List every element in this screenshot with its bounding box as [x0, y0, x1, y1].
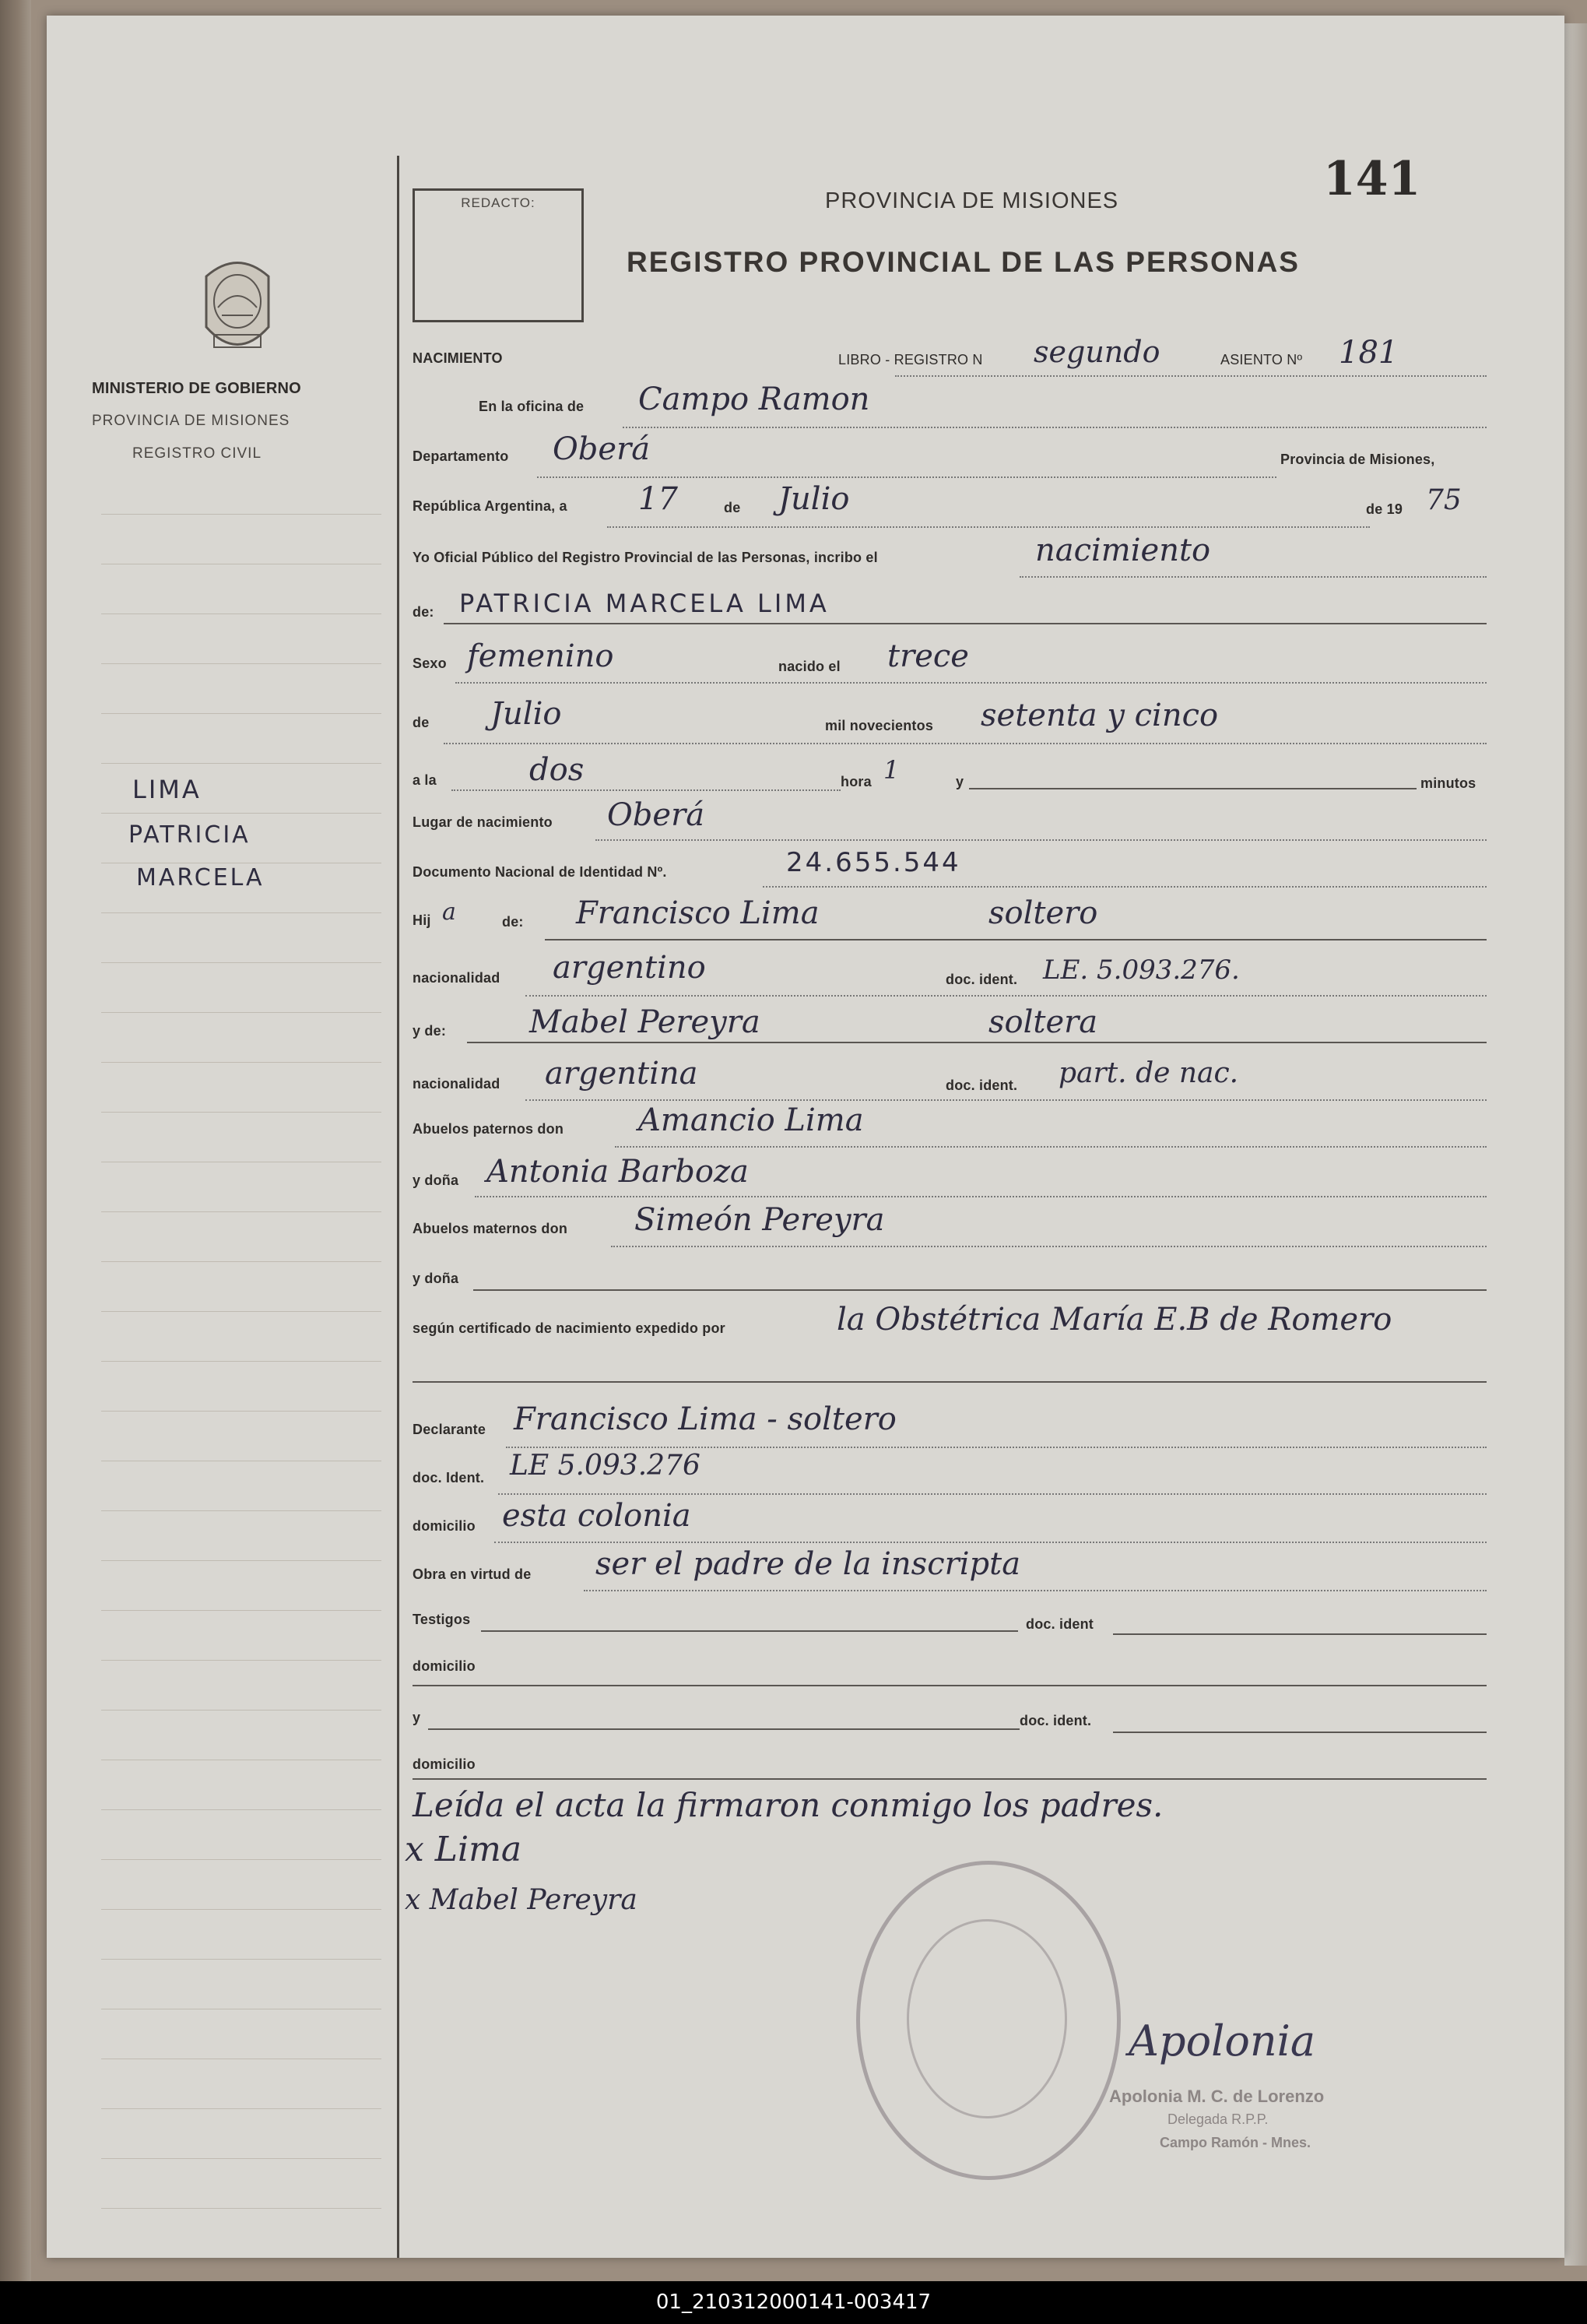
nacionalidad-label: nacionalidad	[413, 970, 500, 986]
republica-label: República Argentina, a	[413, 498, 567, 514]
official-role: Delegada R.P.P.	[1167, 2111, 1269, 2127]
domicilio-dotline	[494, 1542, 1487, 1543]
sexo-dotline	[455, 682, 1487, 684]
closing-statement: Leída el acta la firmaron conmigo los padres.	[413, 1786, 1164, 1824]
abuela-pat-dotline	[475, 1196, 1487, 1197]
obra-dotline	[584, 1590, 1487, 1591]
padre-doc: LE. 5.093.276.	[1043, 955, 1240, 986]
doc-ident-label: doc. ident.	[946, 972, 1018, 987]
hijo-de-label: de:	[502, 914, 524, 930]
nacionalidad2-label: nacionalidad	[413, 1076, 500, 1092]
madre-estado: soltera	[988, 1004, 1098, 1040]
departamento-value: Oberá	[553, 431, 651, 467]
margin-rule-line	[101, 1062, 381, 1063]
sexo-value: femenino	[467, 638, 614, 674]
mes2-value: Julio	[490, 696, 562, 732]
libro-dotline	[895, 375, 1487, 377]
abuelos-pat-label: Abuelos paternos don	[413, 1121, 564, 1137]
asiento-value: 181	[1339, 335, 1399, 371]
margin-rule-line	[101, 1859, 381, 1860]
y-dona2-label: y doña	[413, 1271, 459, 1286]
madre-line	[467, 1042, 1487, 1043]
lugar-value: Oberá	[607, 797, 705, 833]
margin-rule-line	[101, 1012, 381, 1013]
domicilio-label: domicilio	[413, 1518, 476, 1534]
redacto-label: REDACTO:	[461, 195, 535, 210]
documento-value: 24.655.544	[786, 847, 961, 878]
stamp-inner-ring	[907, 1919, 1067, 2118]
declarante-doc: LE 5.093.276	[510, 1450, 700, 1482]
margin-rule-line	[101, 763, 381, 764]
margin-rule-line	[101, 1261, 381, 1262]
certificado-value: la Obstétrica María E.B de Romero	[837, 1302, 1392, 1338]
nombre-line	[444, 623, 1487, 624]
margin-rule-line	[101, 2208, 381, 2209]
margin-divider	[397, 156, 399, 2258]
oficina-label: En la oficina de	[479, 399, 585, 414]
fecha-dotline	[607, 526, 1370, 528]
abuelo-pat-dotline	[615, 1146, 1487, 1148]
certificado-label: según certificado de nacimiento expedido por	[413, 1320, 725, 1336]
page-number: 141	[1323, 152, 1421, 206]
official-name: Apolonia M. C. de Lorenzo	[1109, 2087, 1325, 2106]
oficina-value: Campo Ramon	[638, 381, 870, 417]
hora-value: dos	[529, 752, 585, 788]
departamento-label: Departamento	[413, 448, 509, 464]
seal-office: REGISTRO CIVIL	[132, 445, 262, 462]
margin-rule-line	[101, 1809, 381, 1810]
padre-value: Francisco Lima	[576, 895, 820, 931]
abuela-pat-value: Antonia Barboza	[486, 1154, 749, 1190]
redacto-box	[413, 188, 584, 322]
domicilio2-line	[413, 1685, 1487, 1686]
margin-rule-line	[101, 1560, 381, 1561]
provincia-label: Provincia de Misiones,	[1280, 452, 1435, 467]
minutos-label: minutos	[1420, 775, 1476, 791]
y-dona-label: y doña	[413, 1173, 459, 1188]
nacido-value: trece	[887, 638, 969, 674]
official-signature: Apolonia	[1129, 2016, 1316, 2066]
father-signature: x Lima	[405, 1830, 522, 1869]
testigos-label: Testigos	[413, 1612, 471, 1627]
registry-heading: REGISTRO PROVINCIAL DE LAS PERSONAS	[627, 246, 1300, 278]
declarante-label: Declarante	[413, 1422, 486, 1437]
province-heading: PROVINCIA DE MISIONES	[825, 188, 1119, 213]
documento-label: Documento Nacional de Identidad Nº.	[413, 864, 667, 880]
abuelo-mat-value: Simeón Pereyra	[634, 1202, 885, 1238]
domicilio2-label: domicilio	[413, 1658, 476, 1674]
domicilio3-line	[413, 1778, 1487, 1780]
anio-texto-value: setenta y cinco	[981, 698, 1219, 733]
margin-rule-line	[101, 1361, 381, 1362]
margin-rule-line	[101, 1311, 381, 1312]
lugar-dotline	[595, 839, 1487, 841]
margin-rule-line	[101, 813, 381, 814]
seal-province: PROVINCIA DE MISIONES	[92, 413, 290, 429]
margin-rule-line	[101, 1610, 381, 1611]
mil-label: mil novecientos	[825, 718, 934, 733]
libro-label: LIBRO - REGISTRO N	[838, 352, 983, 367]
margin-rule-line	[101, 1510, 381, 1511]
domicilio-value: esta colonia	[502, 1498, 691, 1534]
margin-rule-line	[101, 713, 381, 714]
declarante-dotline	[506, 1447, 1487, 1448]
doc-ident3-label: doc. Ident.	[413, 1470, 485, 1485]
oficial-label: Yo Oficial Público del Registro Provincial de las Personas, incribo el	[413, 550, 878, 565]
margin-rule-line	[101, 1660, 381, 1661]
oficina-dotline	[623, 427, 1487, 428]
y2-label: y	[413, 1710, 421, 1725]
libro-value: segundo	[1034, 335, 1160, 369]
padre-line	[545, 939, 1487, 940]
hijo-label: Hij	[413, 912, 431, 928]
testigo2-doc-line	[1113, 1732, 1487, 1733]
nombre-value: PATRICIA MARCELA LIMA	[459, 589, 830, 618]
doc-ident2-label: doc. ident.	[946, 1078, 1018, 1093]
departamento-dotline	[537, 476, 1276, 478]
hora-label: hora	[841, 774, 872, 789]
doc-ident5-label: doc. ident.	[1020, 1713, 1092, 1728]
acto-dotline	[1020, 576, 1487, 578]
y-label: y	[956, 774, 964, 789]
margin-rule-line	[101, 2108, 381, 2109]
margin-rule-line	[101, 1909, 381, 1910]
sexo-label: Sexo	[413, 656, 447, 671]
mother-signature: x Mabel Pereyra	[405, 1884, 637, 1916]
image-id-footer: 01_210312000141-003417	[0, 2281, 1587, 2324]
madre-value: Mabel Pereyra	[529, 1004, 760, 1040]
registry-stamp	[856, 1861, 1121, 2180]
de-anio-label: de 19	[1366, 501, 1403, 517]
obra-value: ser el padre de la inscripta	[595, 1546, 1021, 1582]
hijo-suffix: a	[442, 898, 456, 926]
padre-estado: soltero	[988, 895, 1098, 931]
margin-rule-line	[101, 1112, 381, 1113]
margin-rule-line	[101, 1211, 381, 1212]
asiento-label: ASIENTO Nº	[1220, 352, 1303, 367]
margin-rule-line	[101, 663, 381, 664]
abuelo-mat-dotline	[611, 1246, 1487, 1247]
anio-dotline	[444, 743, 1487, 744]
abuelos-mat-label: Abuelos maternos don	[413, 1221, 568, 1236]
doc-ident4-label: doc. ident	[1026, 1616, 1094, 1632]
de2-label: de	[413, 715, 430, 730]
margin-surname: LIMA	[132, 775, 202, 804]
declarante-doc-dotline	[498, 1493, 1487, 1495]
de-label: de	[724, 500, 741, 515]
dia-value: 17	[638, 481, 678, 517]
minutos-line	[969, 788, 1417, 789]
y-de-label: y de:	[413, 1023, 447, 1039]
margin-rule-line	[101, 1411, 381, 1412]
anio-value: 75	[1426, 484, 1462, 516]
madre-doc: part. de nac.	[1059, 1057, 1239, 1089]
madre-nac-dotline	[525, 1099, 1487, 1101]
testigos-line	[481, 1630, 1018, 1632]
hora-dotline	[451, 789, 841, 791]
a-la-label: a la	[413, 772, 437, 788]
book-binding	[0, 0, 31, 2281]
margin-rule-line	[101, 1959, 381, 1960]
next-page-edge	[1564, 23, 1587, 2266]
margin-rule-line	[101, 2158, 381, 2159]
obra-label: Obra en virtud de	[413, 1566, 532, 1582]
margin-rule-line	[101, 514, 381, 515]
abuela-mat-line	[473, 1289, 1487, 1291]
de-nombre-label: de:	[413, 604, 434, 620]
official-place: Campo Ramón - Mnes.	[1160, 2135, 1311, 2150]
seal-ministry: MINISTERIO DE GOBIERNO	[92, 380, 301, 397]
hora-num-value: 1	[883, 755, 900, 785]
testigos-doc-line	[1113, 1633, 1487, 1635]
abuelo-pat-value: Amancio Lima	[638, 1102, 864, 1138]
documento-dotline	[763, 886, 1487, 888]
nacido-label: nacido el	[778, 659, 841, 674]
coat-of-arms-icon	[191, 253, 284, 366]
margin-rule-line	[101, 912, 381, 913]
lugar-label: Lugar de nacimiento	[413, 814, 553, 830]
mes-value: Julio	[778, 481, 850, 517]
margin-rule-line	[101, 962, 381, 963]
madre-nacionalidad: argentina	[545, 1056, 698, 1092]
document-page	[47, 16, 1564, 2258]
record-type-label: NACIMIENTO	[413, 350, 503, 366]
padre-nac-dotline	[525, 995, 1487, 997]
domicilio3-label: domicilio	[413, 1756, 476, 1772]
padre-nacionalidad: argentino	[553, 950, 706, 986]
declarante-value: Francisco Lima - soltero	[514, 1401, 897, 1437]
margin-first-name: PATRICIA	[128, 821, 251, 849]
section-divider-1	[413, 1381, 1487, 1383]
margin-second-name: MARCELA	[136, 864, 265, 891]
testigo2-line	[428, 1728, 1020, 1730]
acto-value: nacimiento	[1035, 533, 1211, 568]
